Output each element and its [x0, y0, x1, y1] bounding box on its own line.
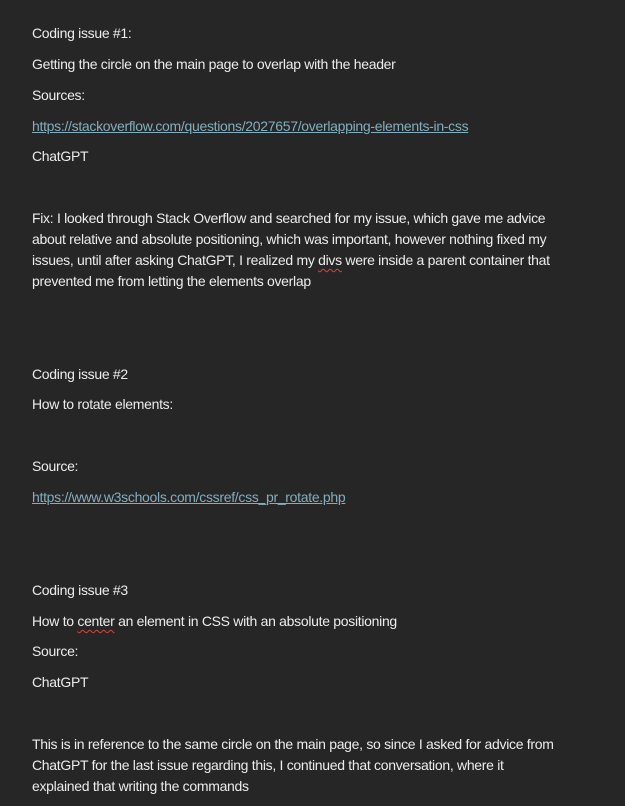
issue1-title: Coding issue #1:	[32, 25, 132, 41]
issue2-source-label: Source:	[32, 458, 79, 474]
issue1-sources-label: Sources:	[32, 87, 85, 103]
issue1-description: Getting the circle on the main page to overlap with the header	[32, 56, 396, 72]
issue3-body-line: explained that writing the commands	[32, 778, 249, 794]
issue3-description	[32, 611, 397, 632]
issue3-title: Coding issue #3	[32, 582, 128, 598]
issue1-fix-line: Fix: I looked through Stack Overflow and searched for my issue, which gave me advice	[32, 210, 546, 226]
text: How to	[32, 613, 78, 629]
text: an element in CSS with an absolute positioning	[114, 613, 397, 629]
issue2-description: How to rotate elements:	[32, 396, 173, 412]
text: issues, until after asking ChatGPT, I realized my	[32, 252, 319, 268]
issue3-source-label: Source:	[32, 643, 79, 659]
issue1-fix-line: about relative and absolute positioning, which was important, however nothing fixed my	[32, 231, 547, 247]
issue3-body-line: This is in reference to the same circle on the main page, so since I asked for advice from	[32, 736, 554, 752]
issue1-fix-line	[32, 250, 550, 271]
w3schools-link[interactable]: https://www.w3schools.com/cssref/css_pr_rotate.php	[32, 489, 346, 505]
issue3-body-line: ChatGPT for the last issue regarding this, I continued that conversation, where it	[32, 757, 504, 773]
issue1-fix-line: prevented me from letting the elements overlap	[32, 273, 311, 289]
issue3-source-chatgpt: ChatGPT	[32, 674, 89, 690]
stackoverflow-link[interactable]: https://stackoverflow.com/questions/2027657/overlapping-elements-in-css	[32, 118, 469, 134]
issue1-source-chatgpt: ChatGPT	[32, 148, 89, 164]
issue2-title: Coding issue #2	[32, 366, 128, 382]
misspelled-word[interactable]: center	[77, 613, 115, 629]
text: were inside a parent container that	[341, 252, 550, 268]
misspelled-word[interactable]: divs	[318, 252, 342, 268]
